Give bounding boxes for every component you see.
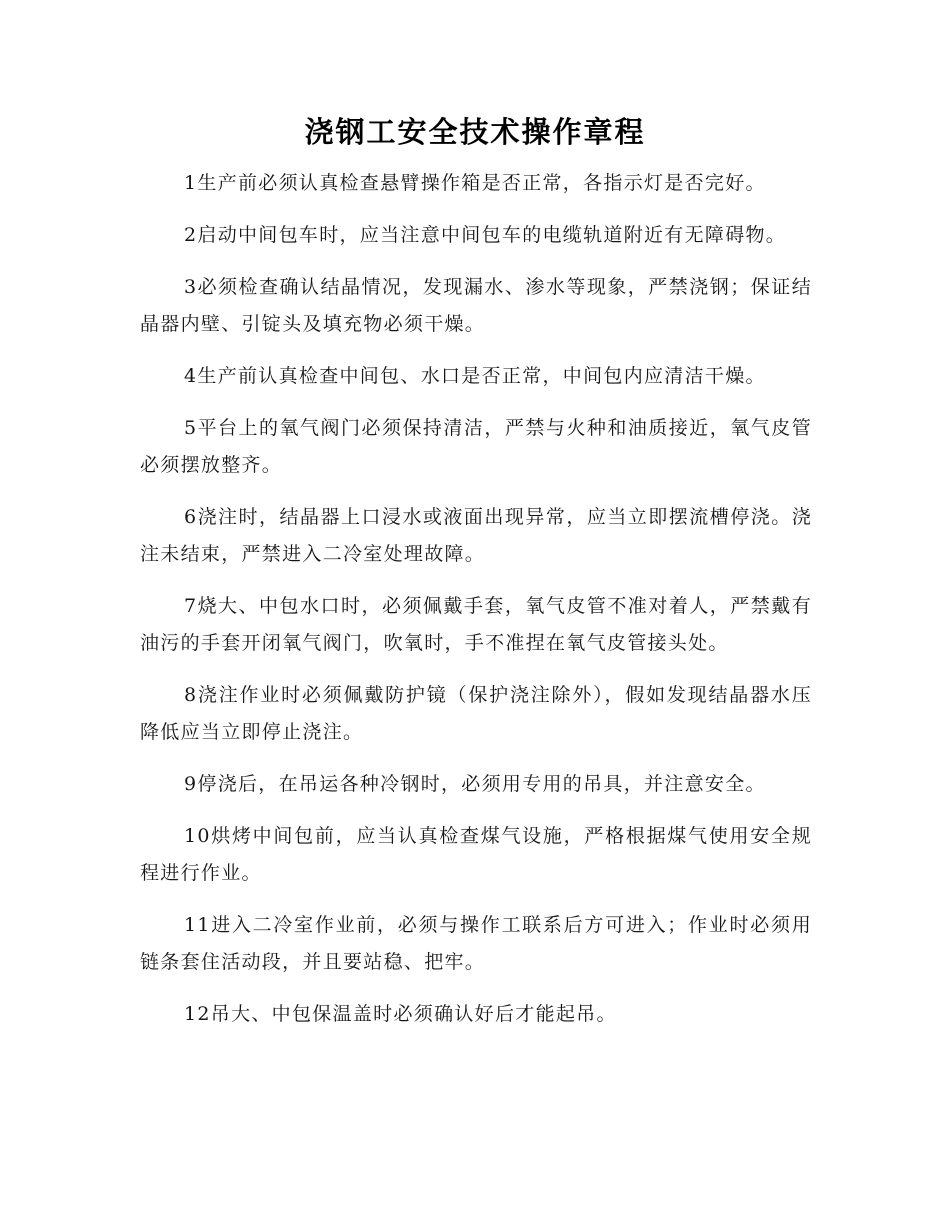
rule-item-5: 5平台上的氧气阀门必须保持清洁，严禁与火种和油质接近，氧气皮管必须摆放整齐。 bbox=[140, 417, 812, 476]
rule-item-9: 9停浇后，在吊运各种冷钢时，必须用专用的吊具，并注意安全。 bbox=[184, 773, 766, 795]
rule-item-1: 1生产前必须认真检查悬臂操作箱是否正常，各指示灯是否完好。 bbox=[184, 172, 766, 194]
rule-item-10: 10烘烤中间包前，应当认真检查煤气设施，严格根据煤气使用安全规程进行作业。 bbox=[140, 825, 812, 884]
rule-item-12: 12吊大、中包保温盖时必须确认好后才能起吊。 bbox=[184, 1003, 617, 1025]
rule-item-8: 8浇注作业时必须佩戴防护镜（保护浇注除外），假如发现结晶器水压降低应当立即停止浇注。 bbox=[140, 684, 812, 743]
rule-item-4: 4生产前认真检查中间包、水口是否正常，中间包内应清洁干燥。 bbox=[184, 365, 766, 387]
document-title: 浇钢工安全技术操作章程 bbox=[304, 115, 646, 149]
rule-item-2: 2启动中间包车时，应当注意中间包车的电缆轨道附近有无障碍物。 bbox=[184, 224, 787, 246]
rule-item-7: 7烧大、中包水口时，必须佩戴手套，氧气皮管不准对着人，严禁戴有油污的手套开闭氧气阀门，吹氧时，手不准捏在氧气皮管接头处。 bbox=[140, 595, 812, 654]
rule-item-11: 11进入二冷室作业前，必须与操作工联系后方可进入；作业时必须用链条套住活动段，并且要站稳、把牢。 bbox=[140, 914, 812, 973]
rule-item-3: 3必须检查确认结晶情况，发现漏水、渗水等现象，严禁浇钢；保证结晶器内壁、引锭头及填充物必须干燥。 bbox=[140, 276, 812, 335]
rule-item-6: 6浇注时，结晶器上口浸水或液面出现异常，应当立即摆流槽停浇。浇注未结束，严禁进入二冷室处理故障。 bbox=[140, 506, 812, 565]
rule-list bbox=[140, 165, 812, 1033]
